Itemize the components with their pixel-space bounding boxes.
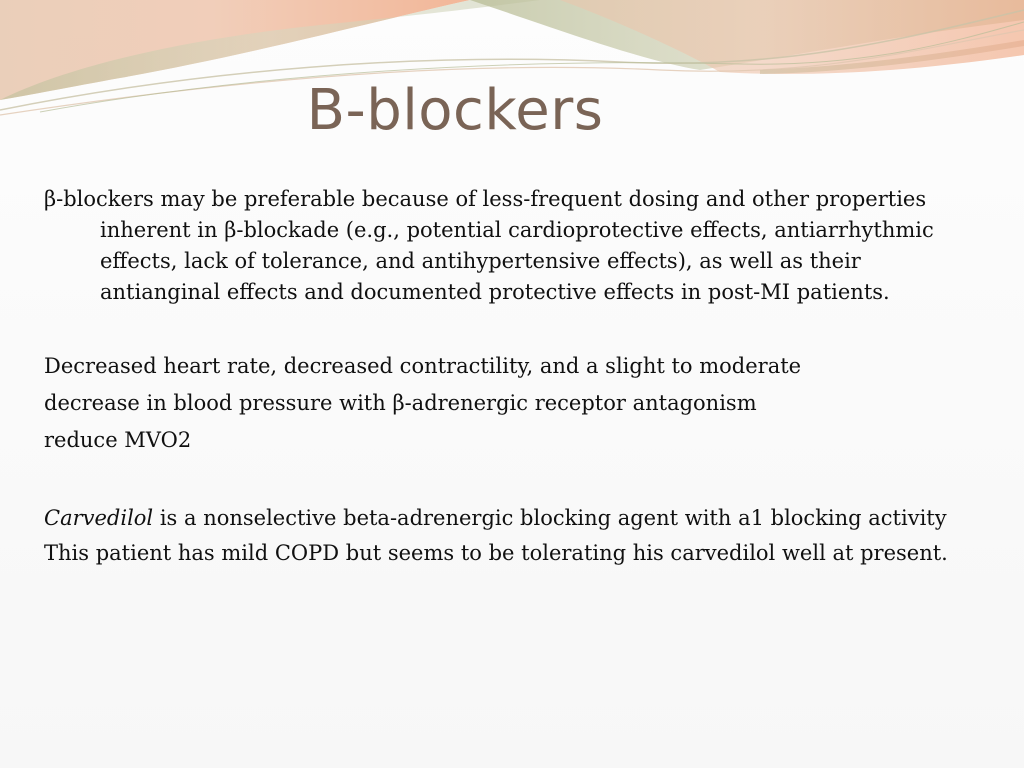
carvedilol-description: is a nonselective beta-adrenergic blocking agent with a1 blocking activity [153, 506, 947, 530]
paragraph-mvo2-line-2: decrease in blood pressure with β-adrenergic receptor antagonism [44, 391, 757, 415]
drug-name-carvedilol: Carvedilol [44, 506, 154, 530]
paragraph-carvedilol [44, 503, 964, 534]
paragraph-mvo2-line-1: Decreased heart rate, decreased contractility, and a slight to moderate [44, 354, 802, 378]
paragraph-beta-blocker-benefits: β-blockers may be preferable because of less-frequent dosing and other properties inherent in β-blockade (e.g., potential cardioprotective effects, antiarrhythmic effects, lack of tolerance, and antihypertensive effects), as well as their antianginal effects and documented protective effects in post-MI patients. [44, 187, 934, 304]
slide-body [44, 184, 964, 569]
slide-title: B-blockers [306, 78, 604, 143]
paragraph-mvo2-line-3: reduce MVO2 [44, 428, 192, 452]
paragraph-patient-copd: This patient has mild COPD but seems to be tolerating his carvedilol well at present. [44, 541, 948, 565]
spacer [44, 308, 964, 348]
spacer [44, 459, 964, 503]
